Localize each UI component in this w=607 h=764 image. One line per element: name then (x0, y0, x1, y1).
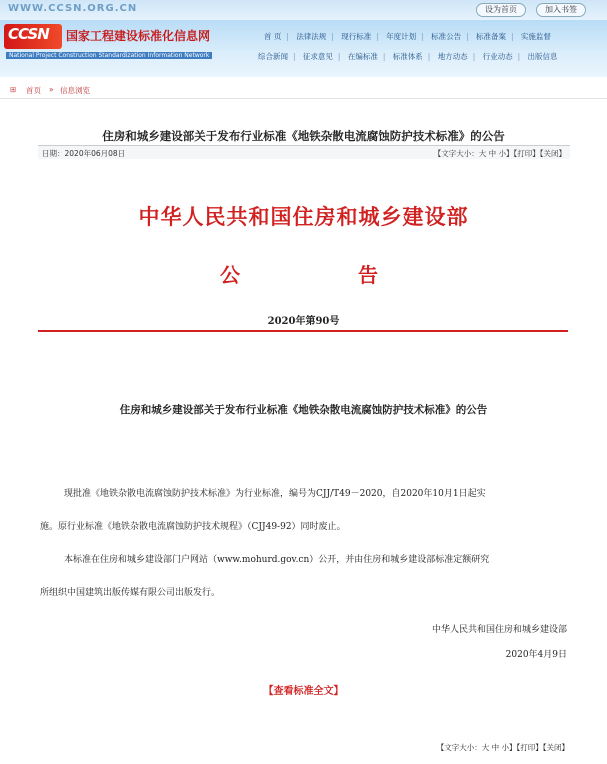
breadcrumb (0, 82, 607, 99)
nav-supervision[interactable]: 实施监督 (520, 32, 551, 41)
article-info-bar (38, 145, 570, 159)
site-url: WWW.CCSN.ORG.CN (8, 3, 138, 14)
ministry-heading: 中华人民共和国住房和城乡建设部 (138, 204, 469, 229)
nav-current-standards[interactable]: 现行标准 (341, 32, 372, 41)
nav-comments[interactable]: 征求意见 (302, 52, 333, 61)
announcement-title: 住房和城乡建设部关于发布行业标准《地铁杂散电流腐蚀防护技术标准》的公告 (119, 404, 488, 416)
nav-system[interactable]: 标准体系 (392, 52, 423, 61)
nav-home[interactable]: 首 页 (264, 32, 282, 41)
nav-row-1: 首 页 | 法律法规 | 现行标准 | 年度计划 | 标准公告 | 标准备案 | 实施监督 (264, 32, 551, 41)
nav-laws[interactable]: 法律法规 (296, 32, 327, 41)
site-name-en: National Project Construction Standardization Information Network (6, 52, 212, 59)
nav-news[interactable]: 综合新闻 (258, 52, 288, 61)
nav-row-2: 综合新闻 | 征求意见 | 在编标准 | 标准体系 | 地方动态 | 行业动态 | 出版信息 (258, 52, 558, 61)
breadcrumb-separator: » (49, 85, 54, 94)
nav-local[interactable]: 地方动态 (437, 52, 468, 61)
site-name: 国家工程建设标准化信息网 (66, 29, 211, 43)
nav-publishing[interactable]: 出版信息 (527, 52, 558, 61)
text-tools-bottom[interactable]: 【文字大小：大 中 小】【打印】【关闭】 (436, 743, 569, 752)
paragraph-2-line-2: 所组织中国建筑出版传媒有限公司出版发行。 (40, 588, 221, 598)
view-full-text-link[interactable]: 【查看标准全文】 (263, 686, 344, 697)
nav-industry[interactable]: 行业动态 (482, 52, 513, 61)
document-number: 2020年第90号 (267, 316, 340, 327)
paragraph-1-line-2: 施。原行业标准《地铁杂散电流腐蚀防护技术规程》（CJJ49-92）同时废止。 (40, 522, 346, 532)
notice-heading-left: 公 (220, 263, 240, 287)
article-date: 日期：2020年06月08日 (42, 149, 126, 158)
paragraph-1-line-1: 现批准《地铁杂散电流腐蚀防护技术标准》为行业标准，编号为CJJ/T49－2020，自2020年10月1日起实 (64, 489, 486, 499)
nav-standard-notice[interactable]: 标准公告 (431, 32, 462, 41)
sign-date: 2020年4月9日 (505, 650, 567, 660)
top-bar (0, 0, 607, 20)
signature: 中华人民共和国住房和城乡建设部 (431, 625, 567, 635)
red-divider (38, 330, 568, 332)
content-gap (0, 344, 607, 382)
breadcrumb-home[interactable]: 首页 (26, 86, 41, 95)
paragraph-2-line-1: 本标准在住房和城乡建设部门户网站（www.mohurd.gov.cn）公开，并由住房和城乡建设部标准定额研究 (64, 555, 490, 565)
notice-heading-right: 告 (358, 263, 378, 287)
nav-standard-filing[interactable]: 标准备案 (476, 32, 506, 41)
nav-drafting[interactable]: 在编标准 (347, 52, 378, 61)
nav-annual-plan[interactable]: 年度计划 (386, 32, 417, 41)
text-tools[interactable]: 【文字大小：大 中 小】【打印】【关闭】 (433, 149, 566, 158)
site-logo[interactable]: CCSN (8, 25, 49, 43)
set-home-button[interactable]: 设为首页 (476, 3, 526, 17)
breadcrumb-current: 信息浏览 (60, 86, 90, 95)
article-title: 住房和城乡建设部关于发布行业标准《地铁杂散电流腐蚀防护技术标准》的公告 (102, 129, 505, 143)
bookmark-button[interactable]: 加入书签 (536, 3, 586, 17)
home-icon: ⊞ (10, 85, 17, 94)
